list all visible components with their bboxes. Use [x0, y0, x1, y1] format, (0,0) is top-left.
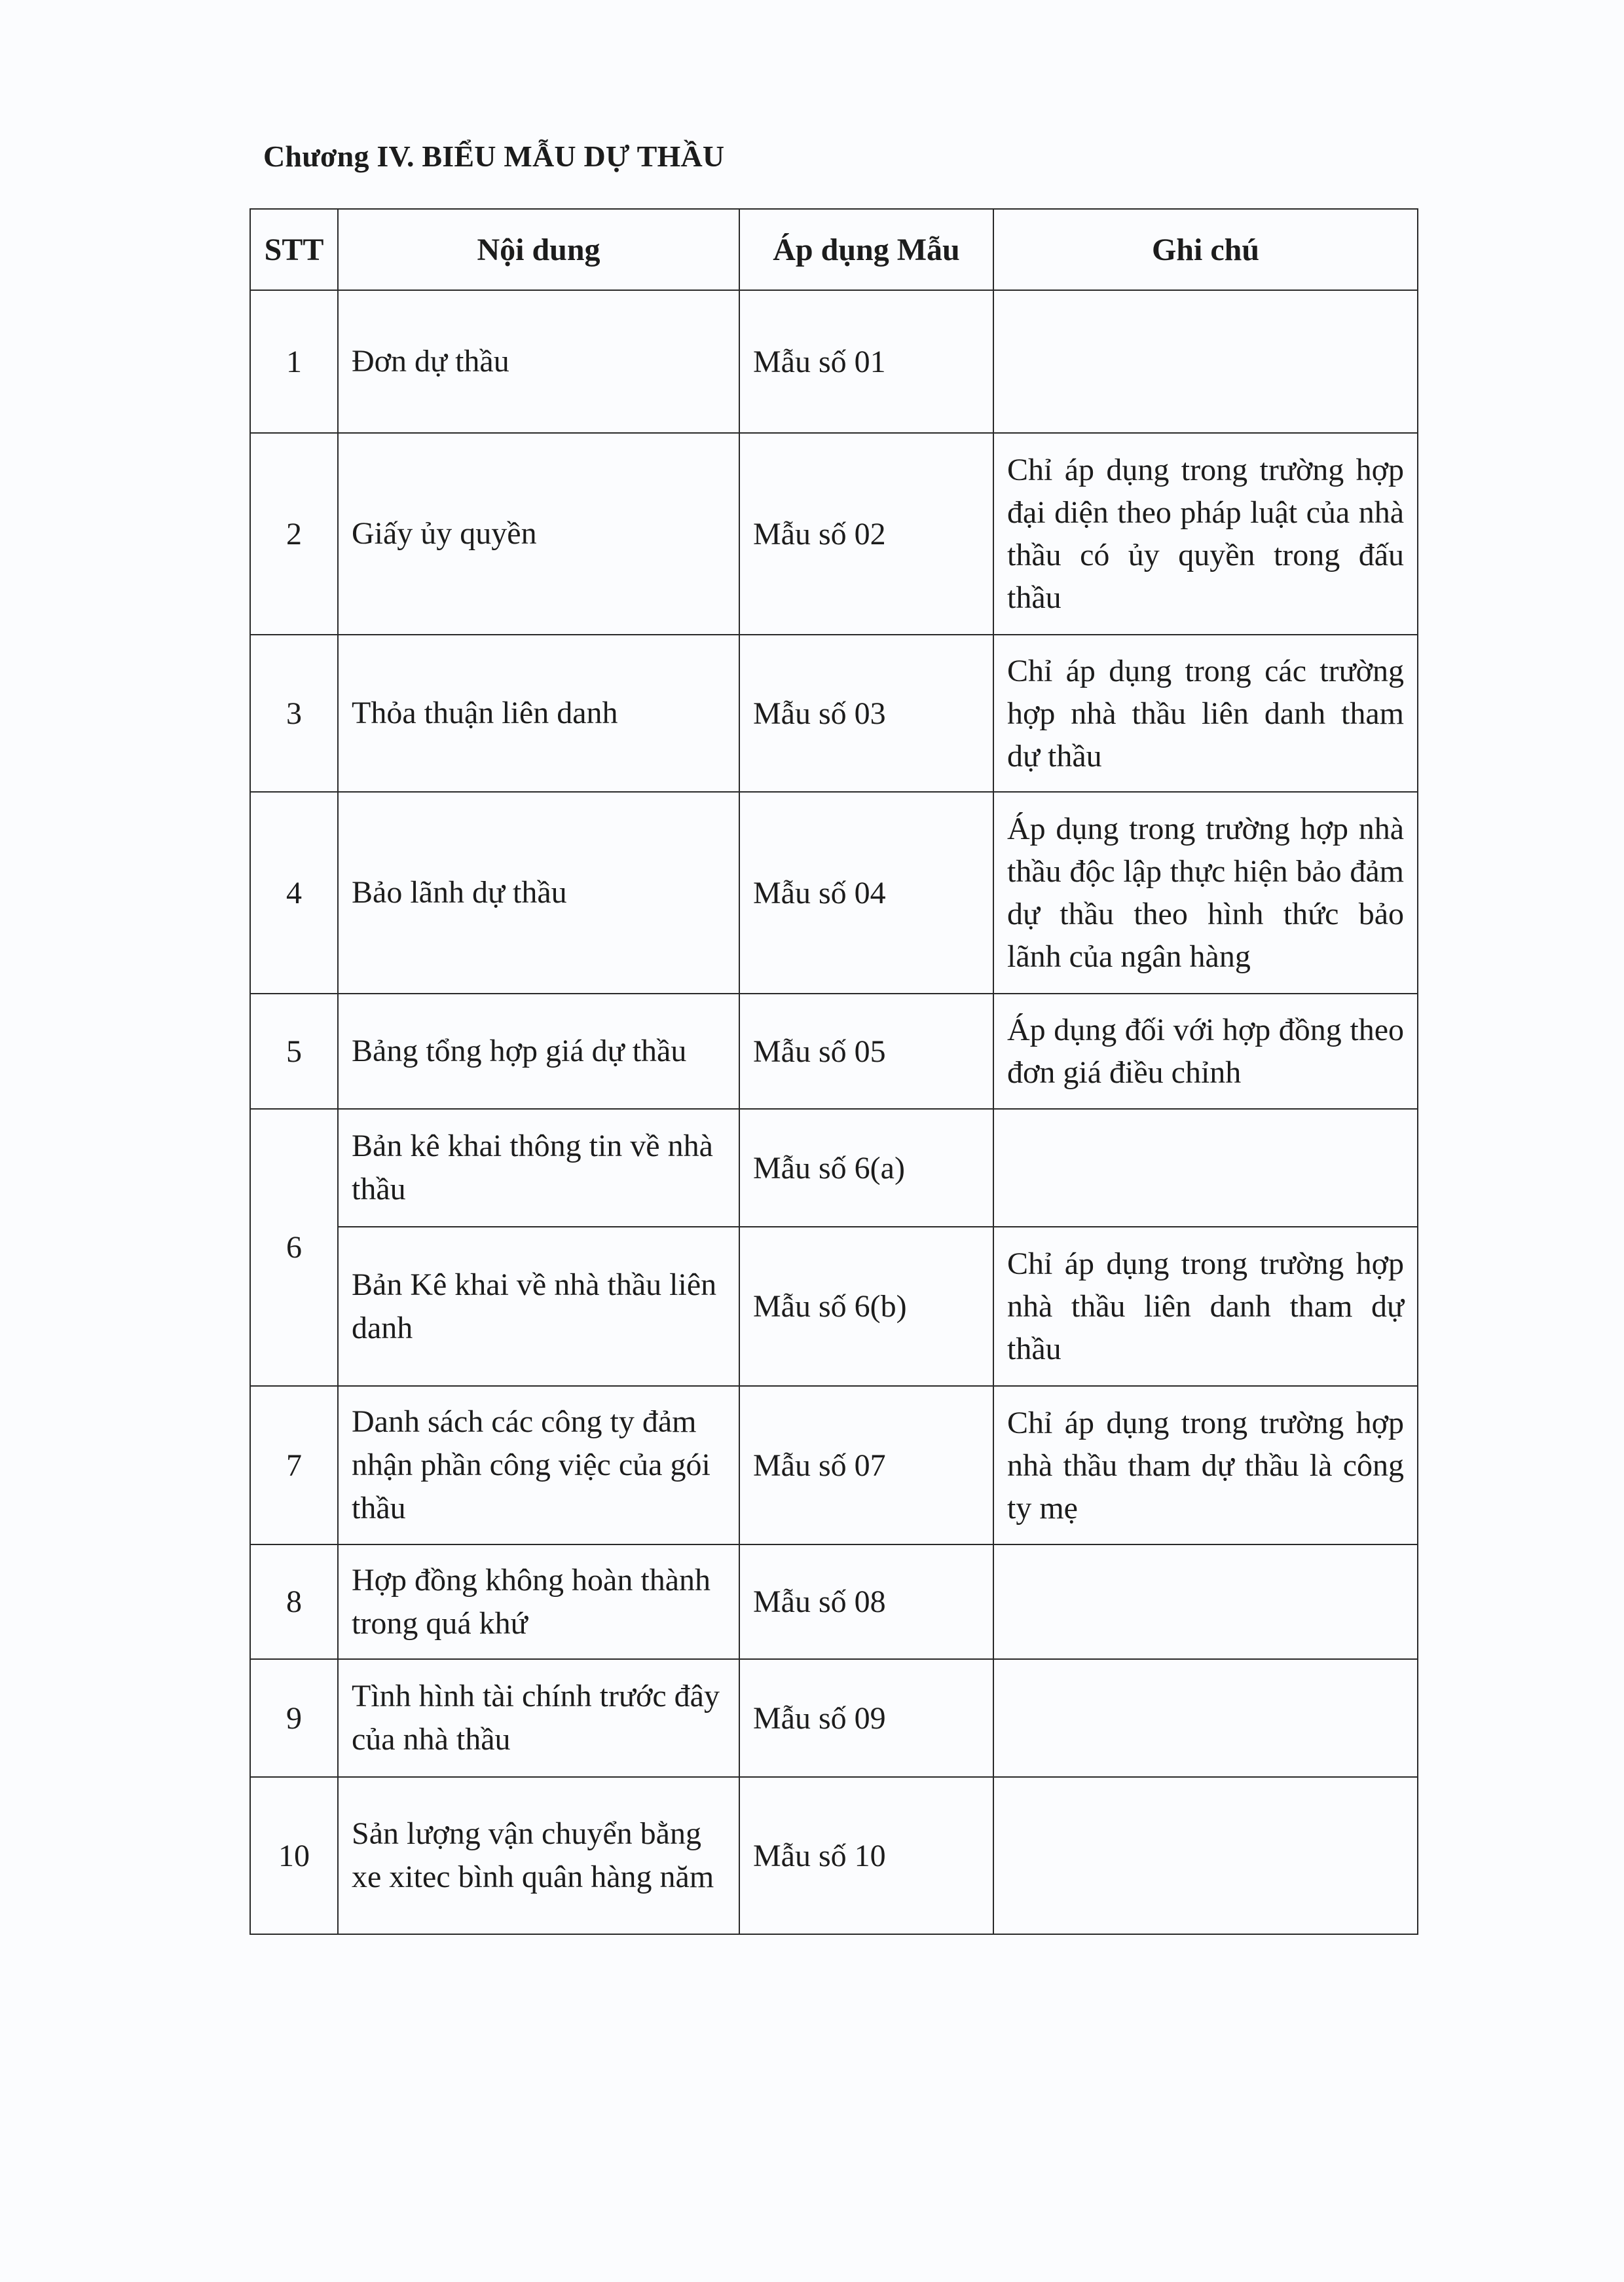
row-content: Giấy ủy quyền [338, 433, 739, 635]
row-note [993, 1544, 1418, 1659]
header-stt: STT [250, 209, 338, 290]
row-note: Chỉ áp dụng trong các trường hợp nhà thầu liên danh tham dự thầu [993, 635, 1418, 792]
row-content: Đơn dự thầu [338, 290, 739, 433]
forms-table [249, 208, 1418, 1935]
table-row [250, 635, 1418, 792]
row-note: Chỉ áp dụng trong trường hợp nhà thầu tham dự thầu là công ty mẹ [993, 1386, 1418, 1544]
table-row [250, 1659, 1418, 1777]
row-note: Chỉ áp dụng trong trường hợp nhà thầu liên danh tham dự thầu [993, 1227, 1418, 1386]
row-content: Bản kê khai thông tin về nhà thầu [338, 1109, 739, 1227]
table-row [250, 1227, 1418, 1386]
row-stt: 8 [250, 1544, 338, 1659]
row-content: Bảng tổng hợp giá dự thầu [338, 994, 739, 1109]
row-form: Mẫu số 07 [739, 1386, 993, 1544]
row-note: Chỉ áp dụng trong trường hợp đại diện theo pháp luật của nhà thầu có ủy quyền trong đấu thầu [993, 433, 1418, 635]
header-note: Ghi chú [993, 209, 1418, 290]
row-note: Áp dụng đối với hợp đồng theo đơn giá điều chỉnh [993, 994, 1418, 1109]
header-content: Nội dung [338, 209, 739, 290]
row-content: Hợp đồng không hoàn thành trong quá khứ [338, 1544, 739, 1659]
table-row [250, 1109, 1418, 1227]
row-content: Thỏa thuận liên danh [338, 635, 739, 792]
row-form: Mẫu số 05 [739, 994, 993, 1109]
row-stt: 7 [250, 1386, 338, 1544]
table-row [250, 994, 1418, 1109]
row-stt: 4 [250, 792, 338, 994]
row-content: Danh sách các công ty đảm nhận phần công việc của gói thầu [338, 1386, 739, 1544]
row-stt: 3 [250, 635, 338, 792]
row-content: Bảo lãnh dự thầu [338, 792, 739, 994]
row-form: Mẫu số 02 [739, 433, 993, 635]
row-note [993, 1777, 1418, 1934]
row-stt: 5 [250, 994, 338, 1109]
row-content: Bản Kê khai về nhà thầu liên danh [338, 1227, 739, 1386]
row-form: Mẫu số 08 [739, 1544, 993, 1659]
row-form: Mẫu số 04 [739, 792, 993, 994]
row-form: Mẫu số 10 [739, 1777, 993, 1934]
row-form: Mẫu số 03 [739, 635, 993, 792]
page-title: Chương IV. BIỂU MẪU DỰ THẦU [263, 140, 725, 173]
row-form: Mẫu số 6(a) [739, 1109, 993, 1227]
row-stt: 1 [250, 290, 338, 433]
row-stt: 6 [250, 1109, 338, 1386]
row-form: Mẫu số 6(b) [739, 1227, 993, 1386]
table-header-row [250, 209, 1418, 290]
row-form: Mẫu số 09 [739, 1659, 993, 1777]
row-note [993, 1659, 1418, 1777]
row-form: Mẫu số 01 [739, 290, 993, 433]
row-content: Sản lượng vận chuyển bằng xe xitec bình quân hàng năm [338, 1777, 739, 1934]
row-stt: 9 [250, 1659, 338, 1777]
row-note: Áp dụng trong trường hợp nhà thầu độc lập thực hiện bảo đảm dự thầu theo hình thức bảo lãnh của ngân hàng [993, 792, 1418, 994]
table-row [250, 792, 1418, 994]
header-form: Áp dụng Mẫu [739, 209, 993, 290]
table-row [250, 1386, 1418, 1544]
row-note [993, 290, 1418, 433]
row-stt: 10 [250, 1777, 338, 1934]
table-row [250, 290, 1418, 433]
row-stt: 2 [250, 433, 338, 635]
table-row [250, 1777, 1418, 1934]
table-row [250, 433, 1418, 635]
row-content: Tình hình tài chính trước đây của nhà thầu [338, 1659, 739, 1777]
row-note [993, 1109, 1418, 1227]
table-row [250, 1544, 1418, 1659]
